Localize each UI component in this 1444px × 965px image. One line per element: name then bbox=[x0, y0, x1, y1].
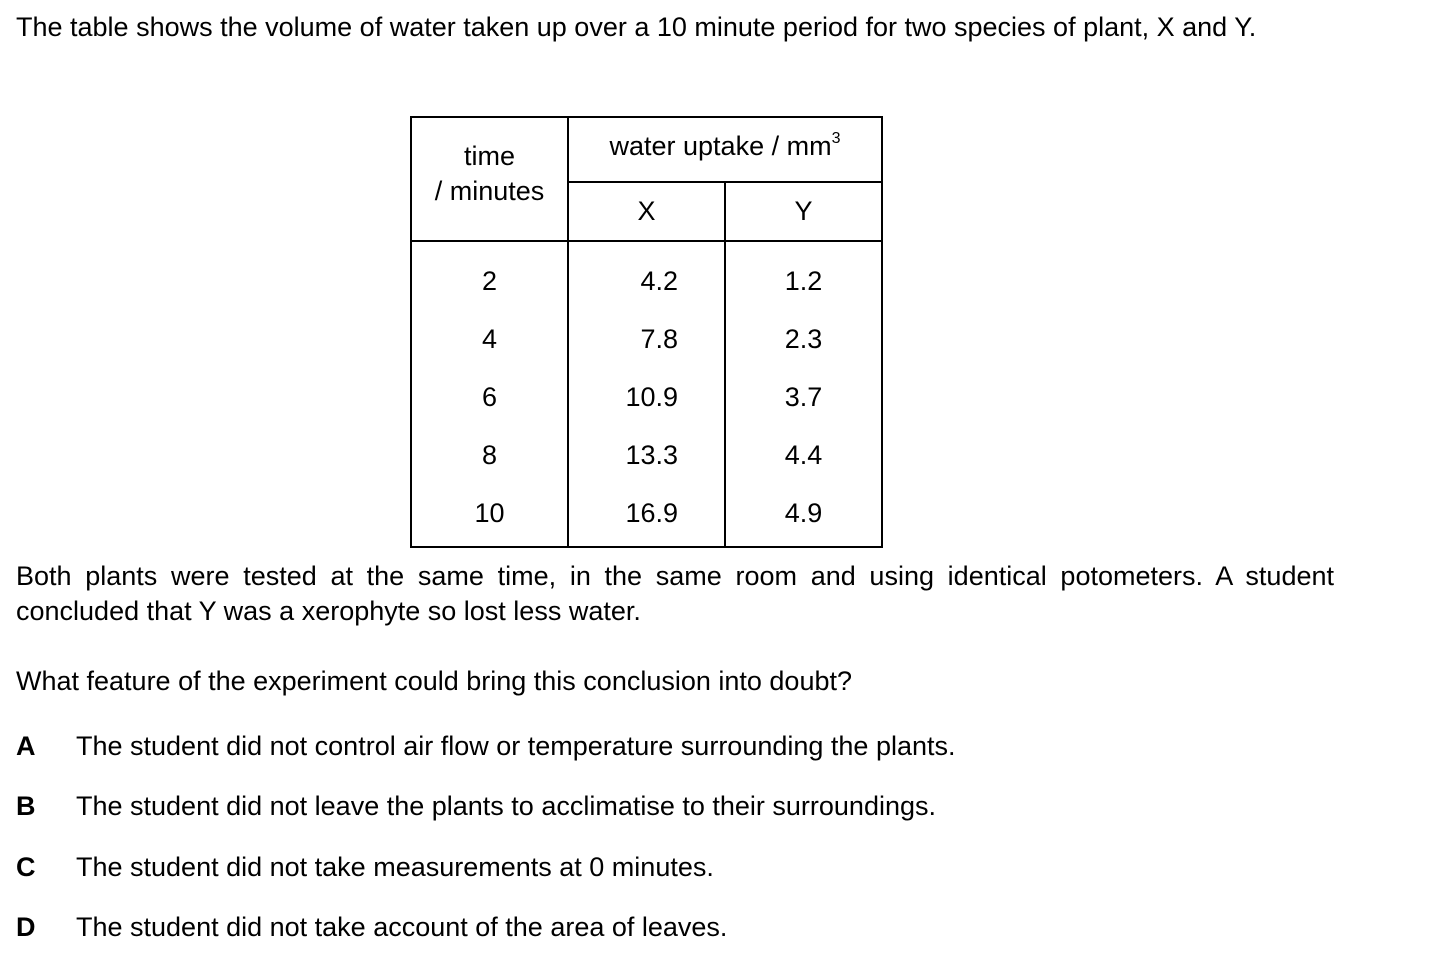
option-letter: D bbox=[16, 912, 36, 942]
table-row bbox=[411, 426, 882, 484]
cell-y: 4.4 bbox=[725, 426, 882, 484]
cell-x: 13.3 bbox=[568, 426, 725, 484]
option-c[interactable] bbox=[16, 849, 714, 885]
table-row bbox=[411, 484, 882, 547]
cell-time: 10 bbox=[411, 484, 568, 547]
question-prompt: What feature of the experiment could bring this conclusion into doubt? bbox=[16, 666, 852, 696]
uptake-header-label: water uptake / mm bbox=[609, 131, 832, 162]
cell-time: 8 bbox=[411, 426, 568, 484]
uptake-unit-superscript: 3 bbox=[831, 130, 841, 148]
option-text: The student did not take measurements at 0 minutes. bbox=[76, 852, 714, 882]
column-header-x: X bbox=[568, 182, 725, 241]
option-a[interactable] bbox=[16, 728, 956, 764]
table-row bbox=[411, 310, 882, 368]
time-header-unit: / minutes bbox=[434, 176, 545, 206]
option-letter: C bbox=[16, 852, 36, 882]
table-row bbox=[411, 241, 882, 310]
cell-x: 7.8 bbox=[568, 310, 725, 368]
cell-y: 2.3 bbox=[725, 310, 882, 368]
option-text: The student did not take account of the area of leaves. bbox=[76, 912, 728, 942]
option-b[interactable] bbox=[16, 788, 936, 824]
cell-x: 16.9 bbox=[568, 484, 725, 547]
cell-y: 3.7 bbox=[725, 368, 882, 426]
cell-x: 10.9 bbox=[568, 368, 725, 426]
cell-time: 6 bbox=[411, 368, 568, 426]
experiment-description: Both plants were tested at the same time, in the same room and using identical potometers. A student concluded that Y was a xerophyte so lost less water. bbox=[16, 561, 1334, 626]
option-text: The student did not leave the plants to acclimatise to their surroundings. bbox=[76, 791, 936, 821]
cell-x: 4.2 bbox=[568, 241, 725, 310]
cell-y: 4.9 bbox=[725, 484, 882, 547]
time-header-label: time bbox=[463, 141, 515, 171]
option-text: The student did not control air flow or temperature surrounding the plants. bbox=[76, 731, 956, 761]
cell-time: 2 bbox=[411, 241, 568, 310]
time-header bbox=[411, 117, 568, 241]
cell-y: 1.2 bbox=[725, 241, 882, 310]
question-intro: The table shows the volume of water taken up over a 10 minute period for two species of plant, X and Y. bbox=[16, 12, 1257, 42]
cell-time: 4 bbox=[411, 310, 568, 368]
option-letter: A bbox=[16, 731, 36, 761]
option-letter: B bbox=[16, 791, 36, 821]
table-header-row bbox=[411, 117, 882, 182]
water-uptake-table bbox=[410, 116, 883, 548]
option-d[interactable] bbox=[16, 909, 727, 945]
table-row bbox=[411, 368, 882, 426]
uptake-header bbox=[568, 117, 882, 182]
column-header-y: Y bbox=[725, 182, 882, 241]
